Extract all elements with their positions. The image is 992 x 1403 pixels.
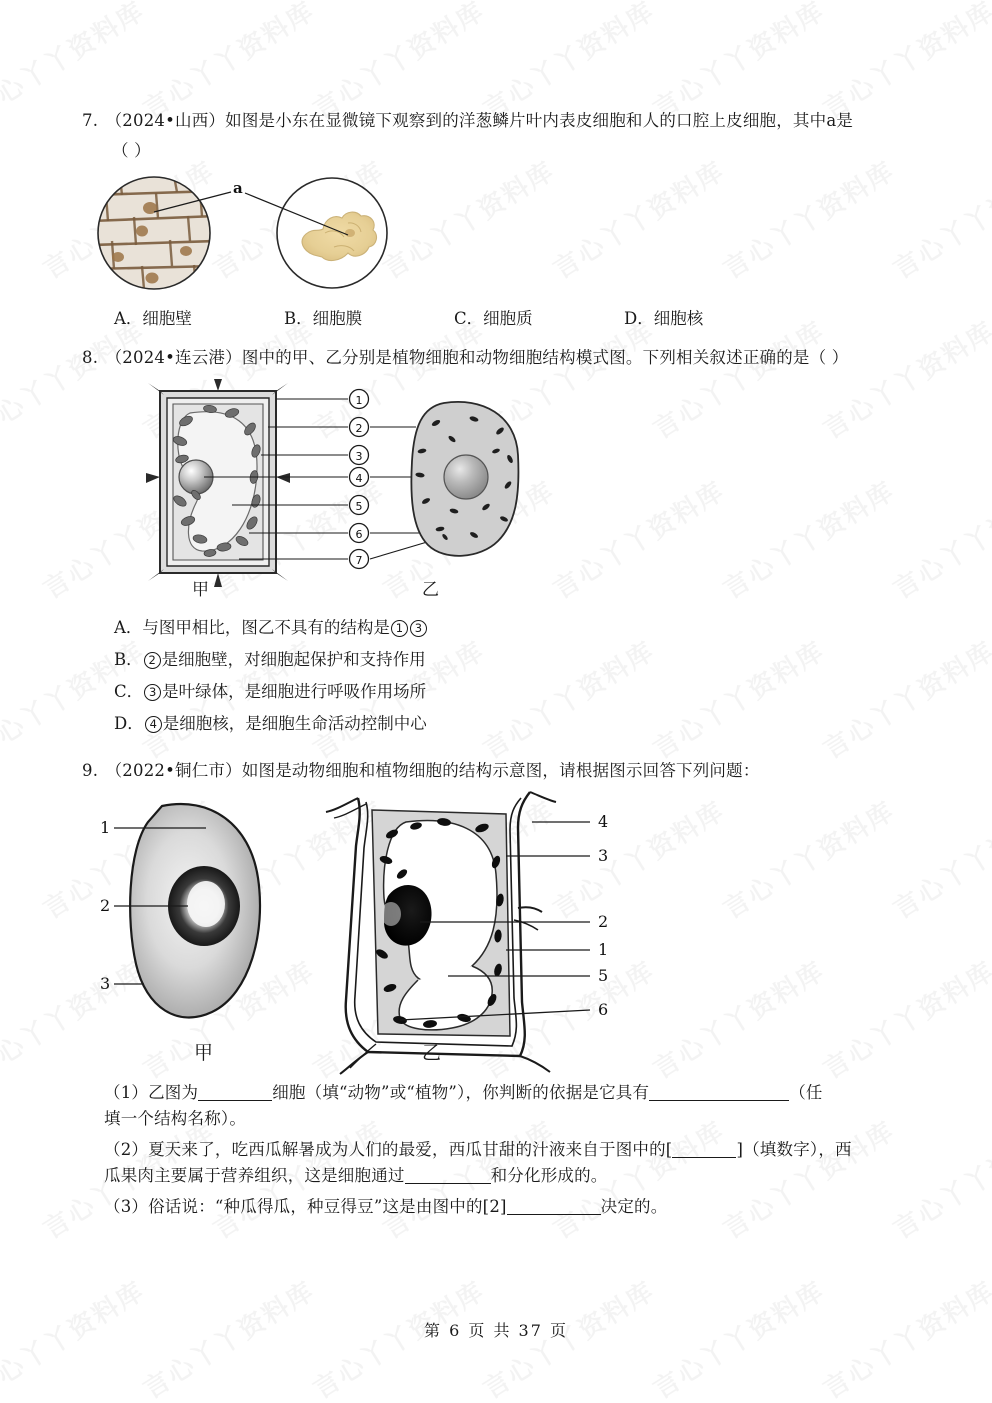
plant-cell-labels (598, 812, 608, 1019)
subquestion-3-id: （3） (104, 1197, 149, 1217)
subquestion-3-part1: 俗话说：“种瓜得瓜，种豆得豆”这是由图中的[2] (148, 1197, 507, 1217)
svg-text:6: 6 (598, 999, 609, 1019)
circled-3-icon: 3 (410, 620, 427, 637)
answer-blank-1a[interactable] (198, 1100, 272, 1101)
circled-4-icon: 4 (145, 716, 162, 733)
question-8 (82, 345, 922, 740)
plant-cell-figure (146, 379, 290, 587)
svg-text:3: 3 (355, 449, 363, 463)
option-a-key: A． (114, 617, 143, 637)
svg-text:5: 5 (598, 965, 609, 985)
svg-text:2: 2 (598, 911, 609, 931)
question-7-options (82, 305, 922, 329)
svg-text:1: 1 (355, 393, 363, 407)
animal-cell-labels (100, 818, 110, 993)
question-7-figure (82, 171, 922, 291)
subquestion-1-part1: 乙图为 (148, 1082, 199, 1102)
question-7-number: 7. (82, 111, 99, 130)
question-9-figure (82, 788, 922, 1078)
option-a-pre: 与图甲相比，图乙不具有的结构是 (142, 617, 390, 637)
plant-cell-detail (326, 792, 556, 1074)
subquestion-2-part2: ]（填数字），西 (736, 1140, 852, 1160)
question-8-stem (82, 345, 922, 371)
option-c-key: C． (114, 682, 144, 702)
answer-blank-1b[interactable] (649, 1100, 789, 1101)
circled-2-icon: 2 (144, 652, 161, 669)
subquestion-1 (104, 1080, 922, 1106)
svg-text:1: 1 (598, 939, 609, 959)
subquestion-1-id: （1） (104, 1082, 149, 1102)
plant-animal-cell-diagram (144, 377, 544, 602)
svg-text:2: 2 (100, 895, 111, 915)
question-8-option-b[interactable] (114, 644, 922, 676)
question-9-subquestions (82, 1080, 922, 1220)
question-7-answer-paren: （ ） (112, 140, 151, 160)
callout-numbers (350, 389, 369, 568)
svg-text:7: 7 (355, 553, 363, 567)
subquestion-2-part1: 夏天来了，吃西瓜解暑成为人们的最爱，西瓜甘甜的汁液来自于图中的[ (148, 1140, 673, 1160)
subquestion-2-line2 (104, 1163, 922, 1189)
question-9-stem-text: （2022•铜仁市）如图是动物细胞和植物细胞的结构示意图，请根据图示回答下列问题： (105, 761, 760, 781)
question-7-option-b[interactable] (284, 305, 454, 329)
animal-plant-cell-structure-diagram (100, 788, 620, 1078)
subquestion-2-id: （2） (104, 1140, 149, 1160)
subquestion-2-line2a: 瓜果肉主要属于营养组织，这是细胞通过 (104, 1165, 405, 1185)
question-9 (82, 758, 922, 1219)
option-a-text: 细胞壁 (142, 309, 192, 329)
question-7-stem-text: （2024•山西）如图是小东在显微镜下观察到的洋葱鳞片叶内表皮细胞和人的口腔上皮细胞，其中a是 (105, 111, 854, 130)
question-7-option-a[interactable] (114, 305, 284, 329)
option-d-key: D． (114, 714, 144, 734)
figure-9-caption-right: 乙 (422, 1041, 442, 1064)
svg-text:5: 5 (355, 499, 363, 513)
figure-9-caption-left: 甲 (194, 1041, 214, 1064)
option-c-key: C． (454, 309, 484, 329)
option-a-key: A． (114, 309, 143, 329)
figure-8-caption-right: 乙 (422, 579, 439, 600)
answer-blank-2a[interactable] (672, 1157, 736, 1158)
circled-3-icon: 3 (144, 684, 161, 701)
animal-cell-detail (130, 804, 260, 1017)
svg-text:2: 2 (355, 421, 363, 435)
onion-epidermis-view (92, 176, 216, 289)
question-8-option-d[interactable] (114, 708, 922, 740)
svg-text:1: 1 (100, 817, 111, 837)
option-b-key: B． (114, 649, 143, 669)
option-b-key: B． (284, 309, 313, 329)
animal-cell-figure (411, 402, 518, 556)
label-a-text: a (233, 179, 243, 198)
question-7-option-d[interactable] (624, 305, 703, 329)
figure-8-caption-left: 甲 (192, 579, 209, 600)
option-b-text: 细胞膜 (312, 309, 363, 329)
option-b-post: 是细胞壁，对细胞起保护和支持作用 (161, 649, 426, 669)
page-number-text: 第 6 页 共 37 页 (424, 1321, 568, 1340)
svg-text:3: 3 (598, 845, 609, 865)
question-8-number: 8. (82, 348, 99, 368)
option-d-key: D． (624, 309, 654, 329)
subquestion-3 (104, 1194, 922, 1220)
question-9-number: 9. (82, 761, 99, 781)
question-8-options (82, 612, 922, 741)
subquestion-3-part2: 决定的。 (600, 1197, 668, 1217)
option-d-post: 是细胞核，是细胞生命活动控制中心 (162, 714, 427, 734)
circled-1-icon: 1 (391, 620, 408, 637)
option-d-text: 细胞核 (653, 309, 704, 329)
subquestion-2 (104, 1137, 922, 1163)
subquestion-1-line2: 填一个结构名称）。 (104, 1108, 247, 1128)
option-c-text: 细胞质 (483, 309, 533, 329)
question-7-stem (82, 108, 922, 134)
svg-text:3: 3 (100, 973, 111, 993)
microscope-cells-diagram (82, 171, 502, 291)
question-7-option-c[interactable] (454, 305, 624, 329)
svg-text:4: 4 (355, 471, 363, 485)
question-8-option-a[interactable] (114, 612, 922, 644)
question-8-figure (82, 377, 922, 602)
option-c-post: 是叶绿体，是细胞进行呼吸作用场所 (162, 682, 427, 702)
svg-text:4: 4 (598, 811, 609, 831)
question-8-option-c[interactable] (114, 676, 922, 708)
answer-blank-3a[interactable] (507, 1214, 601, 1215)
question-7 (82, 108, 922, 329)
page-footer (0, 1318, 992, 1341)
question-8-stem-text: （2024•连云港）图中的甲、乙分别是植物细胞和动物细胞结构模式图。下列相关叙述正确的是（ ） (105, 348, 849, 368)
svg-text:6: 6 (355, 527, 363, 541)
answer-blank-2b[interactable] (405, 1183, 491, 1184)
subquestion-1-part2: 细胞（填“动物”或“植物”），你判断的依据是它具有 (272, 1082, 650, 1102)
subquestion-1-part3: （任 (789, 1082, 823, 1102)
question-9-stem (82, 758, 922, 784)
subquestion-2-line2b: 和分化形成的。 (490, 1165, 608, 1185)
